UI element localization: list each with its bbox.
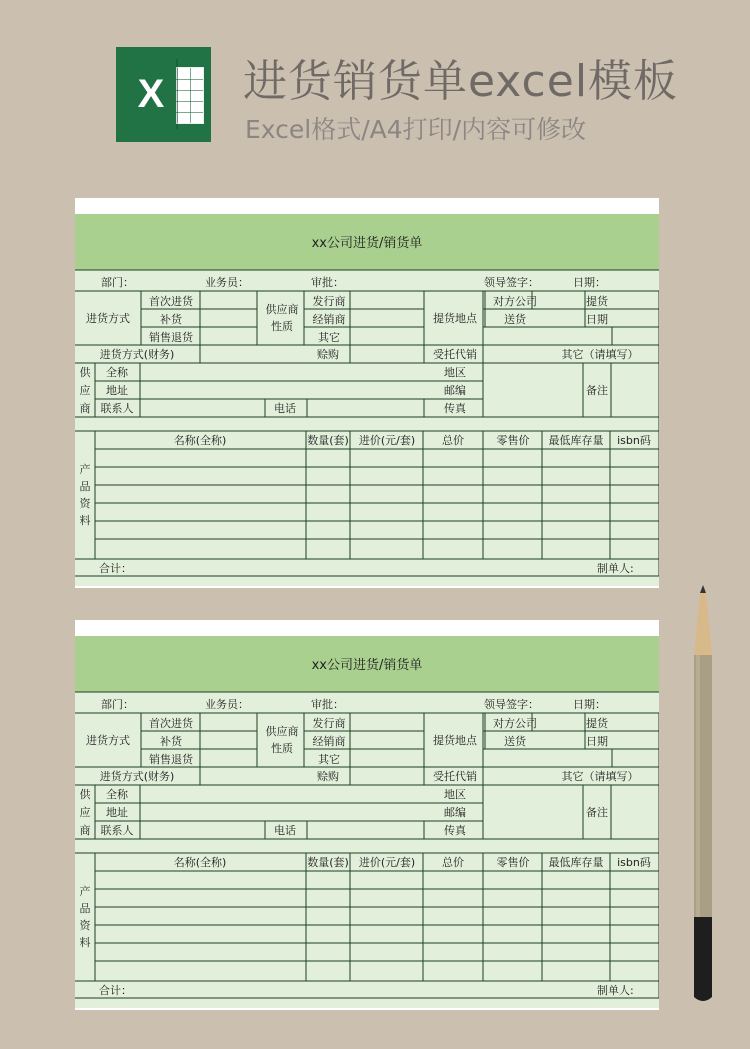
- pencil-icon: [690, 585, 716, 1005]
- product-vertical-char: 料: [79, 514, 91, 527]
- page-title: 进货销货单excel模板: [243, 56, 679, 107]
- approve-label: 审批：: [311, 698, 344, 711]
- column-header-4: 总价: [442, 856, 464, 869]
- purchase-method-finance-label: 进货方式(财务): [99, 770, 175, 783]
- supplier-vertical-char: 供: [79, 366, 91, 379]
- leader-sign-label: 领导签字：: [484, 276, 539, 289]
- purchase-method-finance-label: 进货方式(财务): [99, 348, 175, 361]
- product-vertical-char: 资: [79, 919, 91, 932]
- other-fill-label: 其它（请填写）: [561, 770, 639, 783]
- restock-label: 补货: [160, 735, 182, 748]
- form-grid: [75, 620, 659, 1010]
- product-vertical-char: 品: [79, 902, 91, 915]
- form-sheet-2: [75, 620, 659, 1010]
- full-name-label: 全称: [106, 366, 128, 379]
- column-header-4: 总价: [442, 434, 464, 447]
- phone-label: 电话: [274, 402, 296, 415]
- postcode-label: 邮编: [444, 806, 466, 819]
- product-vertical-char: 产: [79, 885, 91, 898]
- product-vertical-char: 品: [79, 480, 91, 493]
- supplier-vertical-char: 商: [79, 402, 91, 415]
- supplier-vertical-char: 商: [79, 824, 91, 837]
- approve-label: 审批：: [311, 276, 344, 289]
- column-header-1: 名称(全称): [173, 434, 227, 447]
- product-vertical-char: 产: [79, 463, 91, 476]
- pickup-date-label: 日期: [586, 313, 608, 326]
- column-header-7: isbn码: [617, 434, 651, 447]
- first-purchase-label: 首次进货: [149, 717, 193, 730]
- address-label: 地址: [106, 384, 128, 397]
- address-label: 地址: [106, 806, 128, 819]
- maker-label: 制单人:: [597, 984, 634, 997]
- supplier-nature-label: 供应商: [265, 303, 299, 316]
- form-grid: [75, 198, 659, 588]
- product-vertical-char: 料: [79, 936, 91, 949]
- date-label: 日期：: [573, 698, 606, 711]
- delivery-place-label: 提货地点: [433, 312, 477, 325]
- distributor-label: 经销商: [312, 313, 346, 326]
- column-header-3: 进价(元/套): [358, 856, 416, 869]
- other-label: 其它: [318, 753, 340, 766]
- fax-label: 传真: [444, 824, 466, 837]
- dept-label: 部门：: [101, 276, 134, 289]
- full-name-label: 全称: [106, 788, 128, 801]
- purchase-method-label: 进货方式: [86, 734, 130, 747]
- leader-sign-label: 领导签字：: [484, 698, 539, 711]
- phone-label: 电话: [274, 824, 296, 837]
- supplier-nature-label: 供应商: [265, 725, 299, 738]
- sales-return-label: 销售退货: [149, 331, 193, 344]
- counterparty-label: 对方公司: [493, 295, 537, 308]
- page-subtitle: Excel格式/A4打印/内容可修改: [245, 115, 587, 144]
- column-header-1: 名称(全称): [173, 856, 227, 869]
- pickup-date-label: 日期: [586, 735, 608, 748]
- supplier-vertical-char: 应: [79, 384, 91, 397]
- excel-x-letter: X: [126, 59, 176, 129]
- excel-logo-icon: [116, 47, 211, 142]
- pickup-label: 提货: [586, 295, 608, 308]
- form-title: xx公司进货/销货单: [311, 658, 423, 673]
- column-header-6: 最低库存量: [548, 856, 604, 869]
- purchase-method-label: 进货方式: [86, 312, 130, 325]
- total-label: 合计：: [99, 562, 132, 575]
- deliver-label: 送货: [504, 735, 526, 748]
- contact-label: 联系人: [100, 824, 134, 837]
- supplier-nature-label-2: 性质: [271, 742, 293, 755]
- product-vertical-char: 资: [79, 497, 91, 510]
- salesman-label: 业务员：: [205, 276, 249, 289]
- sales-return-label: 销售退货: [149, 753, 193, 766]
- fax-label: 传真: [444, 402, 466, 415]
- pickup-label: 提货: [586, 717, 608, 730]
- dept-label: 部门：: [101, 698, 134, 711]
- column-header-5: 零售价: [496, 856, 530, 869]
- remark-label: 备注: [586, 384, 608, 397]
- column-header-6: 最低库存量: [548, 434, 604, 447]
- distributor-label: 经销商: [312, 735, 346, 748]
- column-header-3: 进价(元/套): [358, 434, 416, 447]
- column-header-5: 零售价: [496, 434, 530, 447]
- credit-purchase-label: 赊购: [317, 770, 339, 783]
- consignment-label: 受托代销: [433, 348, 477, 361]
- region-label: 地区: [444, 366, 466, 379]
- form-sheet-1: [75, 198, 659, 588]
- counterparty-label: 对方公司: [493, 717, 537, 730]
- first-purchase-label: 首次进货: [149, 295, 193, 308]
- form-title: xx公司进货/销货单: [311, 236, 423, 251]
- contact-label: 联系人: [100, 402, 134, 415]
- publisher-label: 发行商: [312, 717, 346, 730]
- supplier-vertical-char: 供: [79, 788, 91, 801]
- region-label: 地区: [444, 788, 466, 801]
- postcode-label: 邮编: [444, 384, 466, 397]
- supplier-nature-label-2: 性质: [271, 320, 293, 333]
- maker-label: 制单人:: [597, 562, 634, 575]
- consignment-label: 受托代销: [433, 770, 477, 783]
- restock-label: 补货: [160, 313, 182, 326]
- column-header-2: 数量(套): [307, 434, 349, 447]
- publisher-label: 发行商: [312, 295, 346, 308]
- deliver-label: 送货: [504, 313, 526, 326]
- column-header-7: isbn码: [617, 856, 651, 869]
- other-label: 其它: [318, 331, 340, 344]
- delivery-place-label: 提货地点: [433, 734, 477, 747]
- date-label: 日期：: [573, 276, 606, 289]
- credit-purchase-label: 赊购: [317, 348, 339, 361]
- total-label: 合计：: [99, 984, 132, 997]
- other-fill-label: 其它（请填写）: [561, 348, 639, 361]
- salesman-label: 业务员：: [205, 698, 249, 711]
- remark-label: 备注: [586, 806, 608, 819]
- supplier-vertical-char: 应: [79, 806, 91, 819]
- column-header-2: 数量(套): [307, 856, 349, 869]
